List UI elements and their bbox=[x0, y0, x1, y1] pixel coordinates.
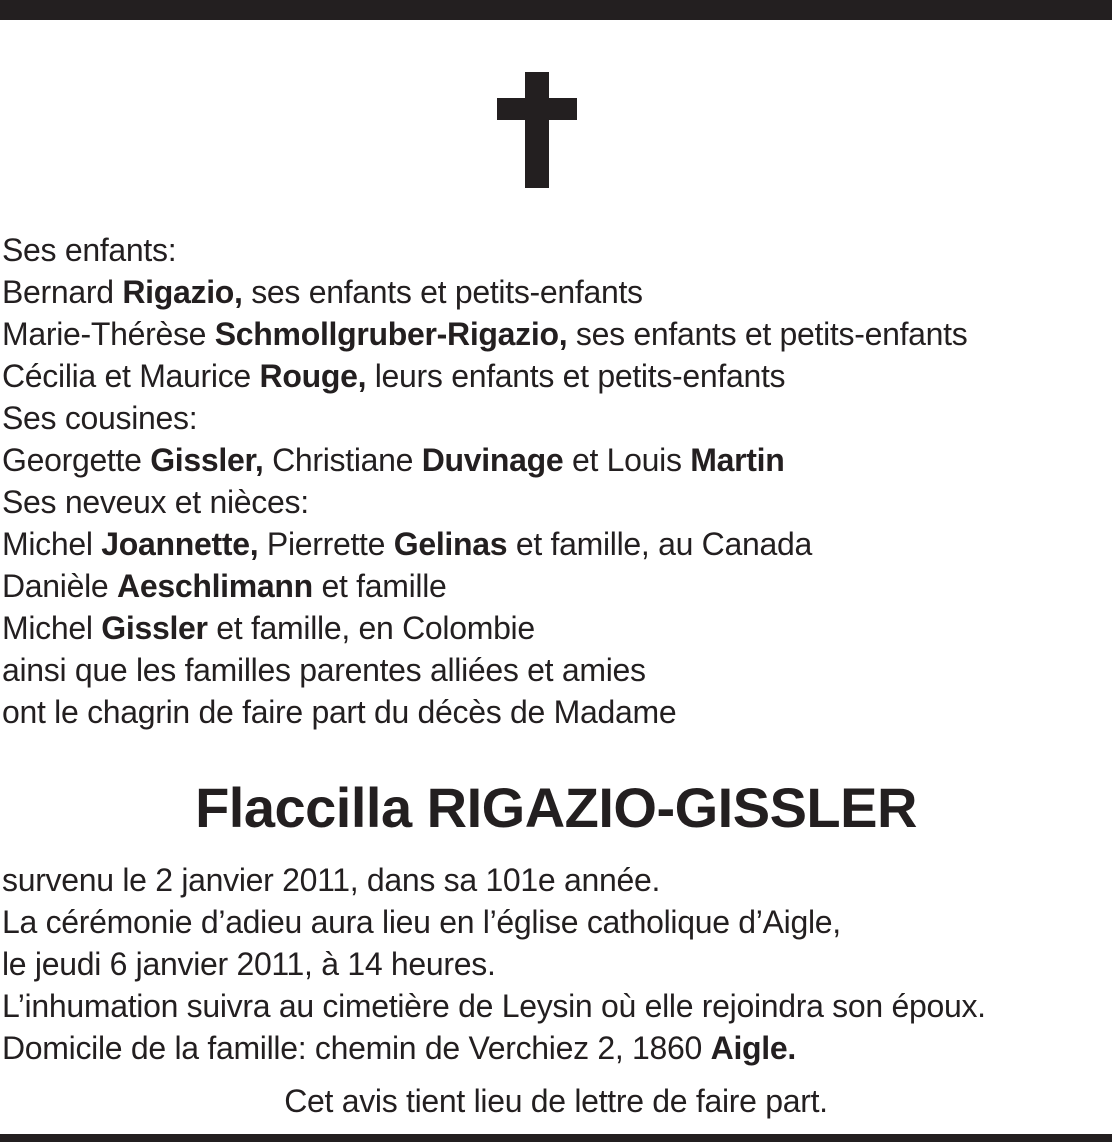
families-line: ainsi que les familles parentes alliées et amies bbox=[2, 652, 646, 688]
surname: Schmollgruber-Rigazio, bbox=[214, 316, 568, 352]
mourner-line-nephews-2: Danièle Aeschlimann et famille bbox=[2, 568, 447, 604]
mourner-line-nephews-3: Michel Gissler et famille, en Colombie bbox=[2, 610, 535, 646]
nephews-heading: Ses neveux et nièces: bbox=[2, 484, 309, 520]
mourner-line-child-1: Bernard Rigazio, ses enfants et petits-enfants bbox=[2, 274, 643, 310]
mourner-line-nephews-1: Michel Joannette, Pierrette Gelinas et famille, au Canada bbox=[2, 526, 812, 562]
details-line-5: Domicile de la famille: chemin de Verchiez 2, 1860 Aigle. bbox=[2, 1030, 796, 1066]
funeral-details bbox=[2, 859, 1102, 1069]
details-line-3: le jeudi 6 janvier 2011, à 14 heures. bbox=[2, 946, 496, 982]
top-border-rule bbox=[0, 0, 1112, 20]
announcement-line: ont le chagrin de faire part du décès de Madame bbox=[2, 694, 677, 730]
cousins-heading: Ses cousines: bbox=[2, 400, 198, 436]
surname: Aeschlimann bbox=[117, 568, 313, 604]
surname: Duvinage bbox=[421, 442, 564, 478]
mourner-line-cousins: Georgette Gissler, Christiane Duvinage et Louis Martin bbox=[2, 442, 785, 478]
bottom-border-rule bbox=[0, 1134, 1112, 1142]
children-heading: Ses enfants: bbox=[2, 232, 177, 268]
details-line-2: La cérémonie d’adieu aura lieu en l’église catholique d’Aigle, bbox=[2, 904, 841, 940]
town-name: Aigle. bbox=[710, 1030, 796, 1066]
deceased-name: Flaccilla RIGAZIO-GISSLER bbox=[195, 776, 917, 839]
closing-note: Cet avis tient lieu de lettre de faire part. bbox=[284, 1083, 828, 1119]
surname: Rouge, bbox=[259, 358, 367, 394]
surname: Gissler, bbox=[150, 442, 264, 478]
surname: Gelinas bbox=[393, 526, 508, 562]
surname: Gissler bbox=[101, 610, 208, 646]
surname: Rigazio, bbox=[122, 274, 243, 310]
cross-icon bbox=[497, 72, 577, 188]
details-line-1: survenu le 2 janvier 2011, dans sa 101e année. bbox=[2, 862, 661, 898]
mourners-list bbox=[2, 229, 1102, 733]
mourner-line-child-2: Marie-Thérèse Schmollgruber-Rigazio, ses enfants et petits-enfants bbox=[2, 316, 968, 352]
surname: Joannette, bbox=[101, 526, 259, 562]
mourner-line-child-3: Cécilia et Maurice Rouge, leurs enfants et petits-enfants bbox=[2, 358, 786, 394]
details-line-4: L’inhumation suivra au cimetière de Leysin où elle rejoindra son époux. bbox=[2, 988, 986, 1024]
surname: Martin bbox=[690, 442, 785, 478]
